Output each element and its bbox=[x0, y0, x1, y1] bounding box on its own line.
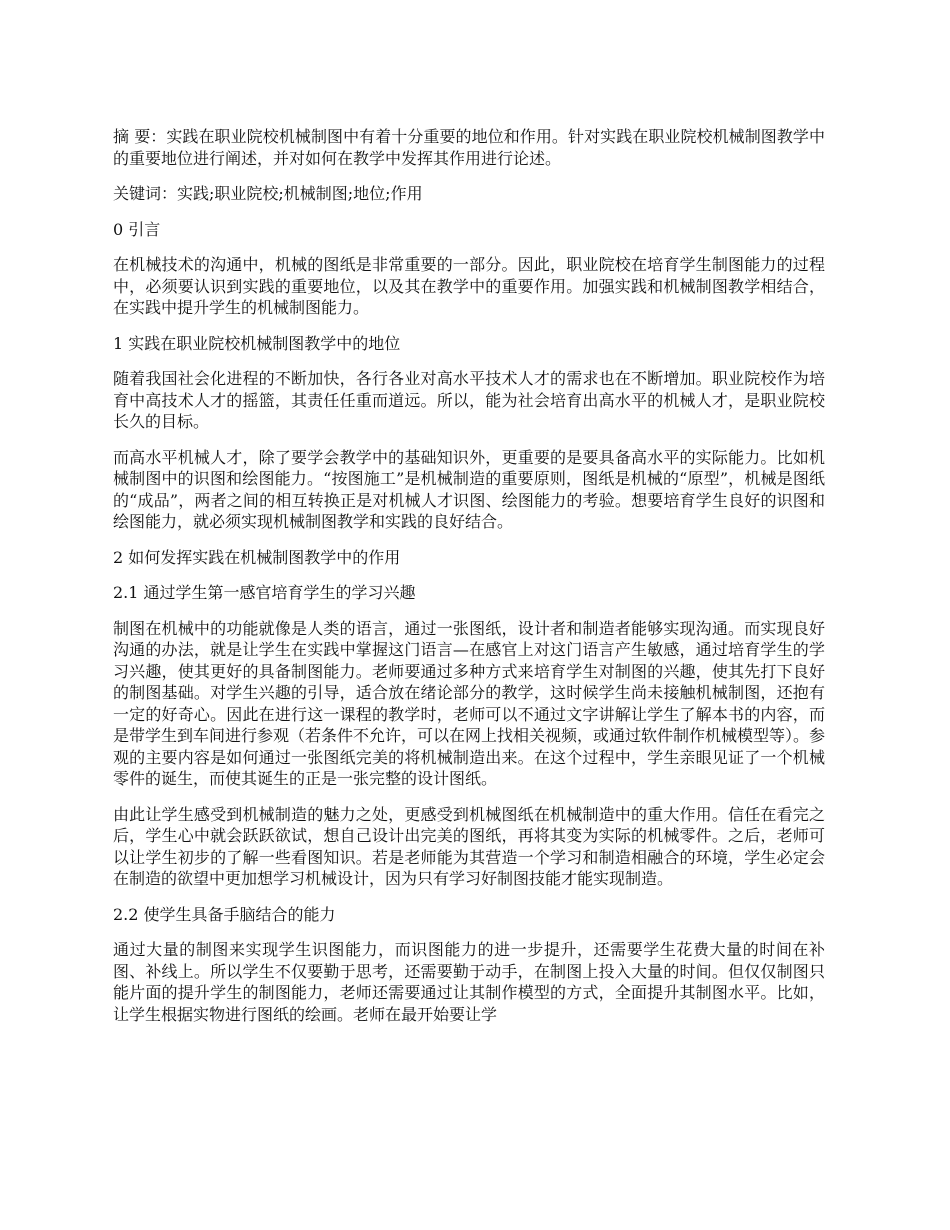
paragraph-gap bbox=[113, 925, 825, 939]
paragraph-gap bbox=[113, 790, 825, 804]
paragraph-gap bbox=[113, 354, 825, 368]
subsection-heading-2-1: 2.1 通过学生第一感官培育学生的学习兴趣 bbox=[113, 583, 416, 602]
section-1-paragraph-a: 随着我国社会化进程的不断加快，各行各业对高水平技术人才的需求也在不断增加。职业院校作为培育中高技术人才的摇篮，其责任任重而道远。所以，能为社会培育出高水平的机械人才，是职业院校长久的目标。 bbox=[113, 369, 825, 431]
section-heading-2: 2 如何发挥实践在机械制图教学中的作用 bbox=[113, 547, 401, 567]
section-heading-1: 1 实践在职业院校机械制图教学中的地位 bbox=[113, 333, 401, 353]
paragraph-gap bbox=[113, 533, 825, 547]
paragraph-gap bbox=[113, 433, 825, 447]
paragraph-gap bbox=[113, 169, 825, 183]
keywords-line: 关键词：实践;职业院校;机械制图;地位;作用 bbox=[113, 184, 423, 203]
abstract-paragraph: 摘 要：实践在职业院校机械制图中有着十分重要的地位和作用。针对实践在职业院校机械制图教学中的重要地位进行阐述，并对如何在教学中发挥其作用进行论述。 bbox=[113, 127, 825, 168]
subsection-heading-2-2: 2.2 使学生具备手脑结合的能力 bbox=[113, 904, 336, 924]
paragraph-gap bbox=[113, 205, 825, 219]
section-1-paragraph-b: 而高水平机械人才，除了要学会教学中的基础知识外，更重要的是要具备高水平的实际能力。比如机械制图中的识图和绘图能力。“按图施工”是机械制造的重要原则，图纸是机械的“原型”，机械是图纸的“成品”，两者之间的相互转换正是对机械人才识图、绘图能力的考验。想要培育学生良好的识图和绘图能力，就必须实现机械制图教学和实践的良好结合。 bbox=[113, 447, 825, 531]
paragraph-gap bbox=[113, 319, 825, 333]
paragraph-gap bbox=[113, 890, 825, 904]
section-heading-0: 0 引言 bbox=[113, 219, 161, 239]
section-2-1-paragraph-b: 由此让学生感受到机械制造的魅力之处，更感受到机械图纸在机械制造中的重大作用。信任在看完之后，学生心中就会跃跃欲试，想自己设计出完美的图纸，再将其变为实际的机械零件。之后，老师可以让学生初步的了解一些看图知识。若是老师能为其营造一个学习和制造相融合的环境，学生必定会在制造的欲望中更加想学习机械设计，因为只有学习好制图技能才能实现制造。 bbox=[113, 804, 825, 888]
intro-paragraph: 在机械技术的沟通中，机械的图纸是非常重要的一部分。因此，职业院校在培育学生制图能力的过程中，必须要认识到实践的重要地位，以及其在教学中的重要作用。加强实践和机械制图教学相结合，在实践中提升学生的机械制图能力。 bbox=[113, 255, 825, 317]
paragraph-gap bbox=[113, 604, 825, 618]
paragraph-gap bbox=[113, 240, 825, 254]
section-2-2-paragraph-a: 通过大量的制图来实现学生识图能力，而识图能力的进一步提升，还需要学生花费大量的时间在补图、补线上。所以学生不仅要勤于思考，还需要勤于动手，在制图上投入大量的时间。但仅仅制图只能片面的提升学生的制图能力，老师还需要通过让其制作模型的方式，全面提升其制图水平。比如，让学生根据实物进行图纸的绘画。老师在最开始要让学 bbox=[113, 940, 825, 1024]
section-2-1-paragraph-a: 制图在机械中的功能就像是人类的语言，通过一张图纸，设计者和制造者能够实现沟通。而实现良好沟通的办法，就是让学生在实践中掌握这门语言—在感官上对这门语言产生敏感，通过培育学生的学习兴趣，使其更好的具备制图能力。老师要通过多种方式来培育学生对制图的兴趣，使其先打下良好的制图基础。对学生兴趣的引导，适合放在绪论部分的教学，这时候学生尚未接触机械制图，还抱有一定的好奇心。因此在进行这一课程的教学时，老师可以不通过文字讲解让学生了解本书的内容，而是带学生到车间进行参观（若条件不允许，可以在网上找相关视频，或通过软件制作机械模型等）。参观的主要内容是如何通过一张图纸完美的将机械制造出来。在这个过程中，学生亲眼见证了一个机械零件的诞生，而使其诞生的正是一张完整的设计图纸。 bbox=[113, 618, 826, 788]
paragraph-gap bbox=[113, 568, 825, 582]
